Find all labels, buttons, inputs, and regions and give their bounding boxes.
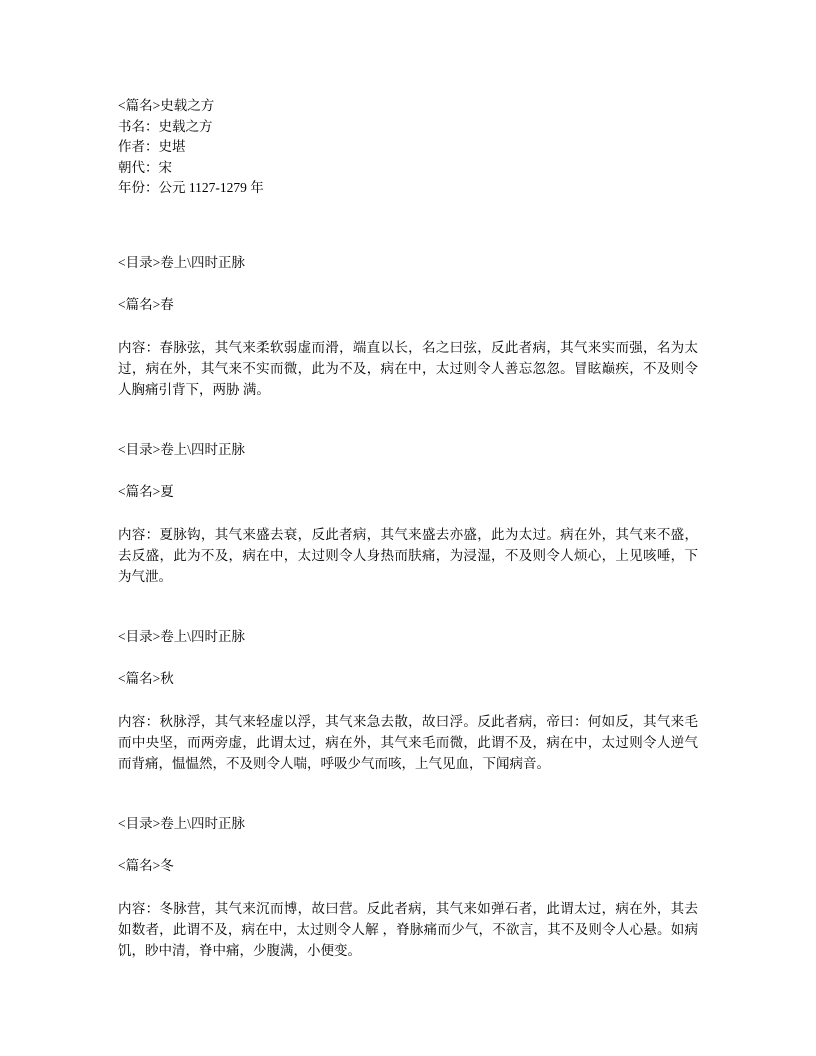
section-content: 内容：夏脉钩，其气来盛去衰，反此者病，其气来盛去亦盛，此为太过。病在外，其气来不盛，去反盛，此为不及，病在中，太过则令人身热而肤痛，为浸湿，不及则令人烦心，上见咳唾，下为气泄。 [118,526,698,584]
header-line-book: 书名：史载之方 [118,118,213,134]
section-autumn [118,627,698,774]
spacer [118,199,698,253]
header-line-dynasty: 朝代：宋 [118,159,172,175]
header-line-author: 作者：史堪 [118,139,186,154]
section-spring [118,253,698,400]
header-line-year: 年份：公元 1127-1279 年 [118,180,264,195]
toc-path: <目录>卷上\四时正脉 [118,254,245,270]
toc-path: <目录>卷上\四时正脉 [118,815,245,831]
section-content: 内容：春脉弦，其气来柔软弱虚而滑，端直以长，名之曰弦，反此者病，其气来实而强，名为太过，病在外，其气来不实而微，此为不及，病在中，太过则令人善忘忽忽。冒眩巅疾，不及则令人胸痛引背下，两胁 满。 [118,339,698,397]
section-title: <篇名>冬 [118,857,174,873]
document-body [118,96,698,961]
header-line-title: <篇名>史载之方 [118,98,215,113]
toc-path: <目录>卷上\四时正脉 [118,441,245,457]
toc-path: <目录>卷上\四时正脉 [118,628,245,644]
section-content: 内容：冬脉营，其气来沉而博，故曰营。反此者病，其气来如弹石者，此谓太过，病在外，其去如数者，此谓不及，病在中，太过则令人解 ，脊脉痛而少气，不欲言，其不及则令人心悬。如病饥，眇中清，脊中痛，少腹满，小便变。 [118,900,698,958]
spacer [118,400,698,440]
section-title: <篇名>秋 [118,670,174,686]
spacer [118,587,698,627]
spacer [118,774,698,814]
section-content: 内容：秋脉浮，其气来轻虚以浮，其气来急去散，故曰浮。反此者病，帝曰：何如反，其气来毛而中央坚，而两旁虚，此谓太过，病在外，其气来毛而微，此谓不及，病在中，太过则令人逆气而背痛，愠愠然，不及则令人喘，呼吸少气而咳，上气见血，下闻病音。 [118,713,698,771]
section-summer [118,440,698,587]
section-title: <篇名>春 [118,296,174,312]
section-title: <篇名>夏 [118,483,174,499]
document-header [118,96,698,199]
section-winter [118,814,698,961]
